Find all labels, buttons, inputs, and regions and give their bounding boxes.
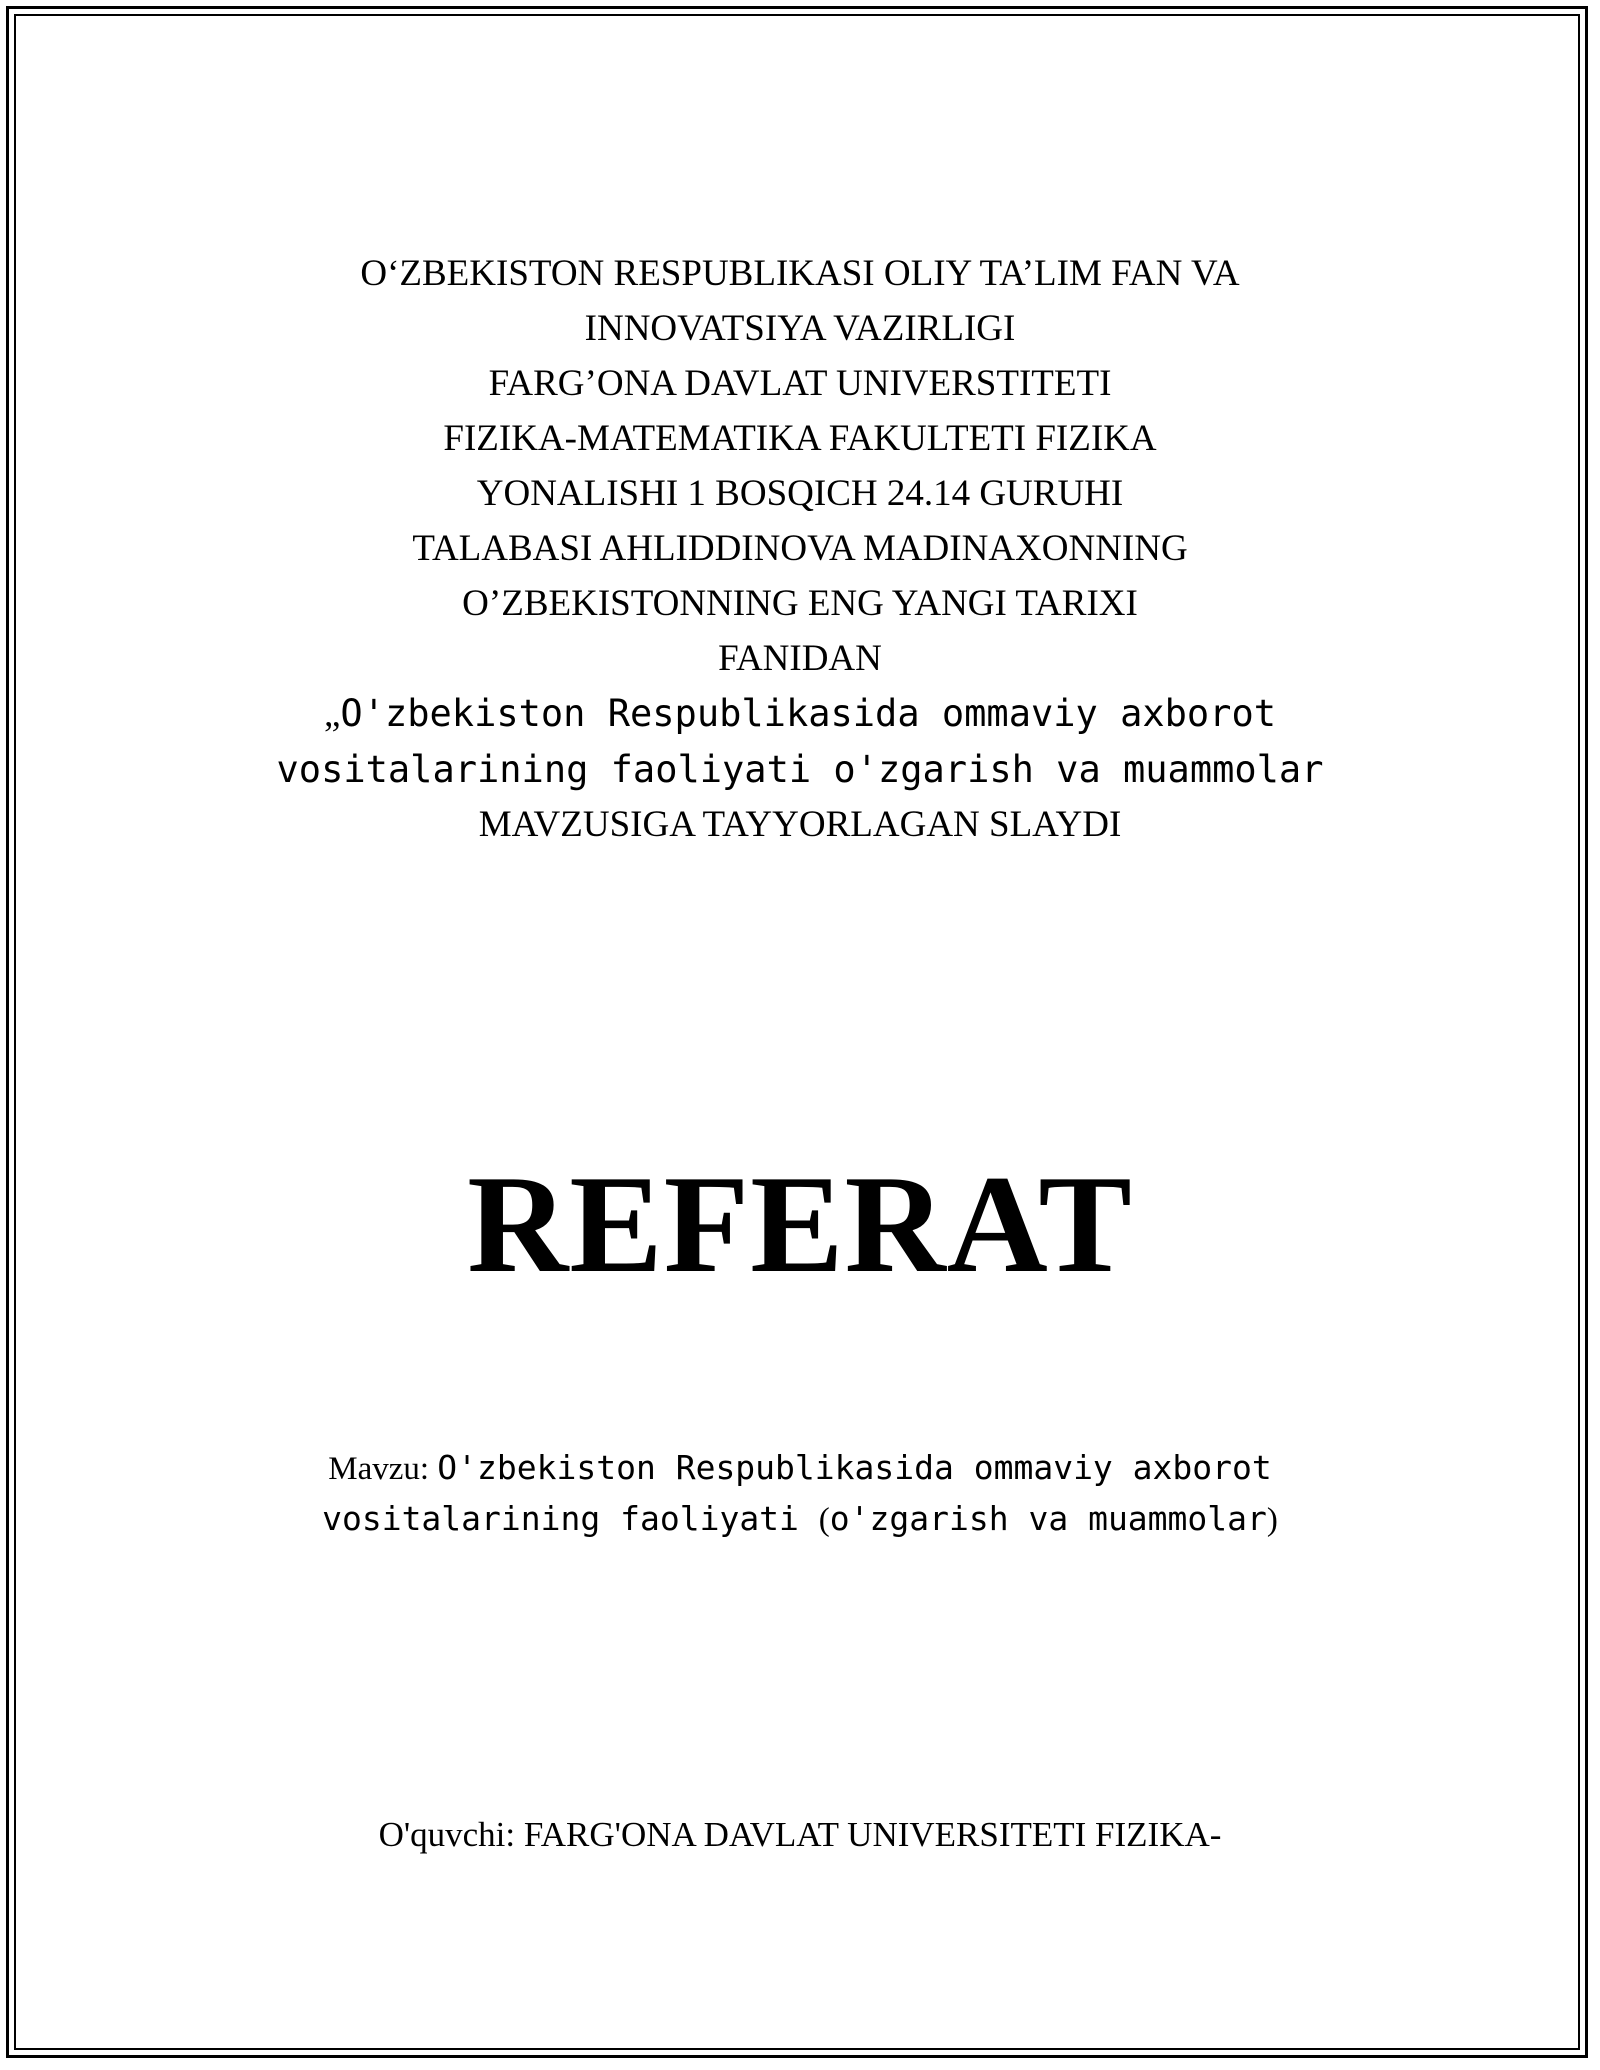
- subject-line-2: [0, 1494, 1600, 1545]
- student-line: O'quvchi: FARG'ONA DAVLAT UNIVERSITETI FIZIKA-: [378, 1815, 1222, 1854]
- header-line: FANIDAN: [718, 638, 882, 679]
- subject-line-1: [0, 1443, 1600, 1494]
- header-line: O‘ZBEKISTON RESPUBLIKASI OLIY TA’LIM FAN VA: [360, 253, 1240, 294]
- header-line: FIZIKA-MATEMATIKA FAKULTETI FIZIKA: [443, 418, 1157, 459]
- subject-close-paren: ): [1266, 1502, 1278, 1538]
- subject-block: [0, 1443, 1600, 1545]
- subject-paren-text: o'zgarish va muammolar: [829, 1499, 1267, 1538]
- header-line: YONALISHI 1 BOSQICH 24.14 GURUHI: [476, 473, 1124, 514]
- topic-line-2: vositalarining faoliyati o'zgarish va muammolar: [276, 748, 1324, 791]
- header-line: INNOVATSIYA VAZIRLIGI: [584, 308, 1016, 349]
- header-line: FARG’ONA DAVLAT UNIVERSTITETI: [488, 363, 1112, 404]
- topic-line-1: [0, 686, 1600, 742]
- header-line: O’ZBEKISTONNING ENG YANGI TARIXI: [462, 583, 1138, 624]
- topic-quote-mark: „: [323, 694, 341, 735]
- subject-text-1: O'zbekiston Respublikasida ommaviy axborot: [437, 1448, 1272, 1487]
- document-title: REFERAT: [467, 1147, 1133, 1302]
- institution-header: [0, 246, 1600, 852]
- subject-label: Mavzu:: [328, 1451, 438, 1487]
- topic-text-1: O'zbekiston Respublikasida ommaviy axborot: [340, 692, 1277, 735]
- subject-text-2: vositalarining faoliyati: [322, 1499, 819, 1538]
- header-line: TALABASI AHLIDDINOVA MADINAXONNING: [412, 528, 1188, 569]
- closing-line: MAVZUSIGA TAYYORLAGAN SLAYDI: [478, 804, 1122, 845]
- subject-open-paren: (: [818, 1502, 830, 1538]
